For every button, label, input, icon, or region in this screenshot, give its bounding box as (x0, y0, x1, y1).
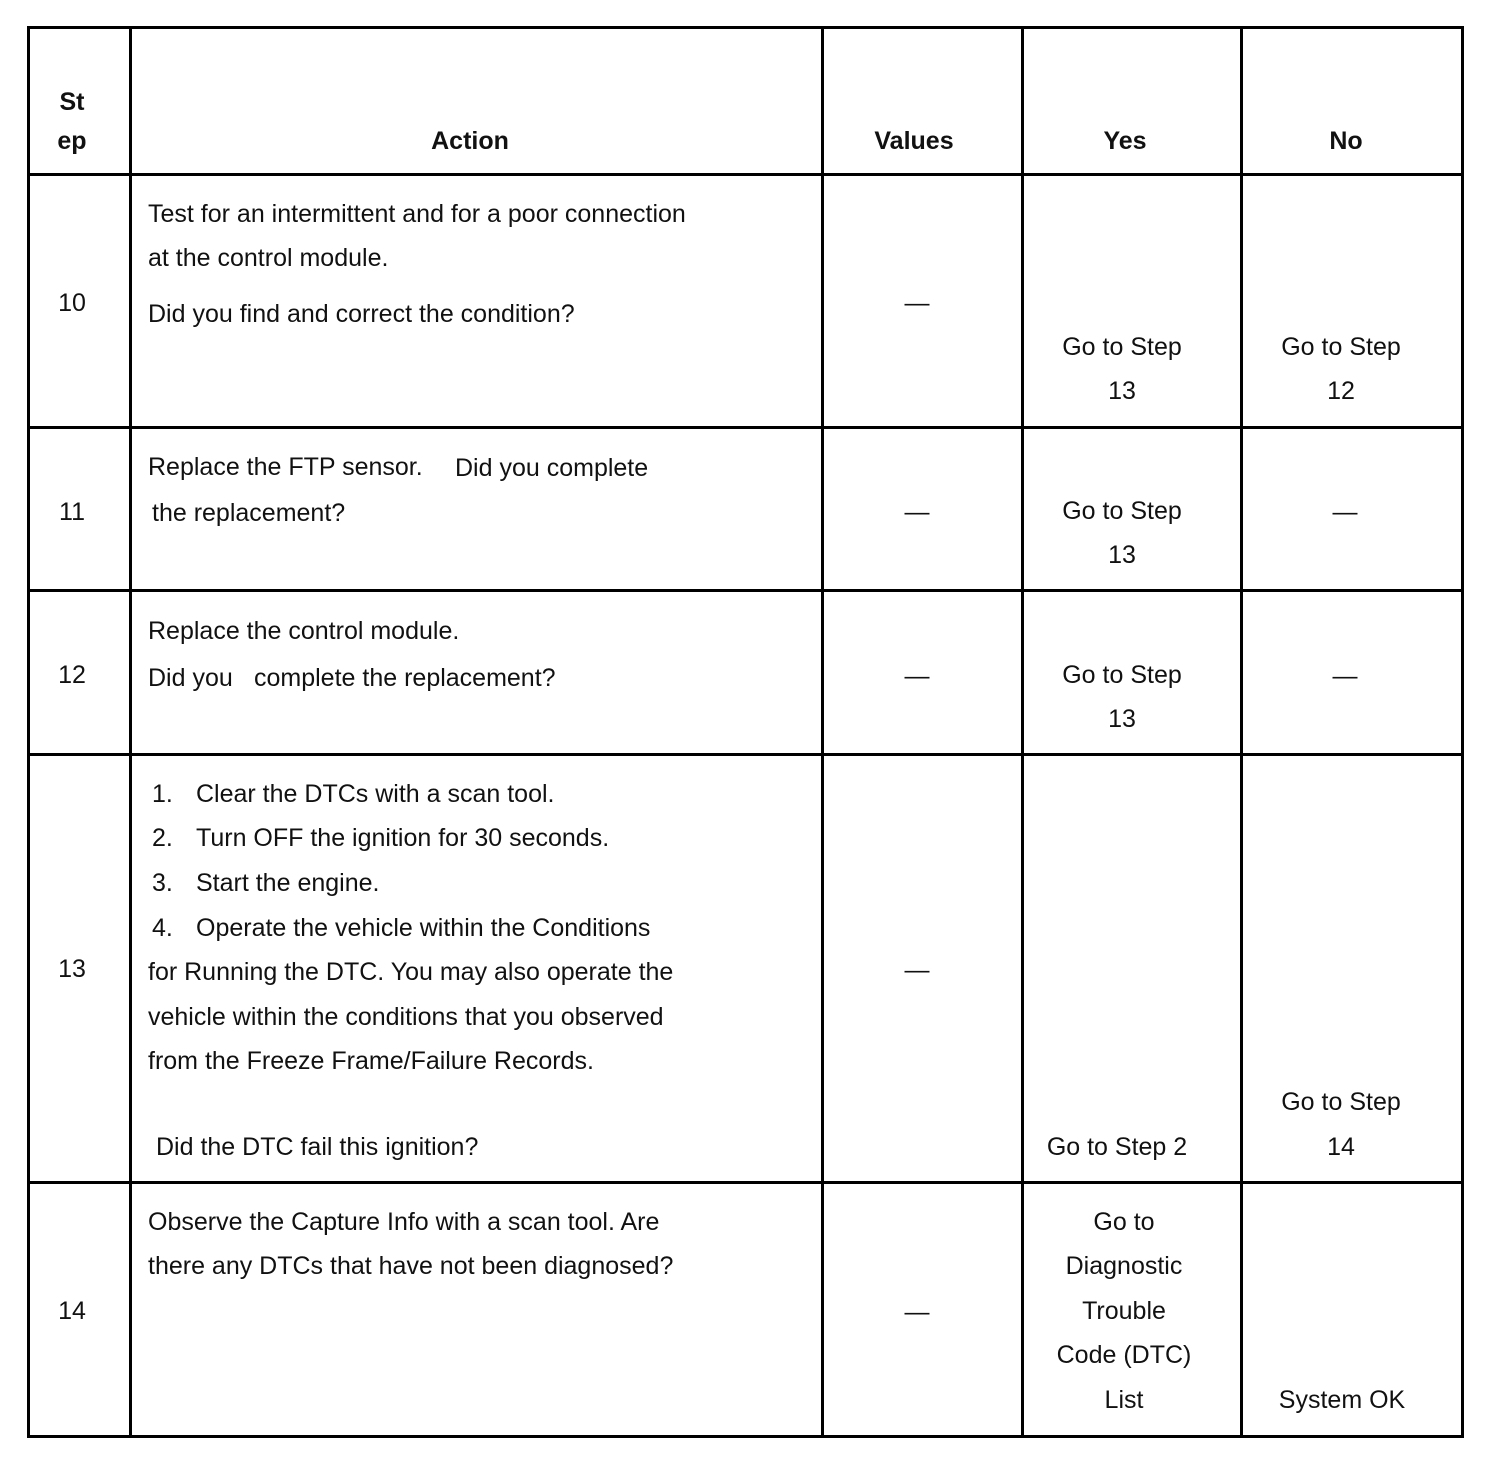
values-cell: — (904, 498, 930, 526)
yes-cell: 13 (1108, 705, 1136, 733)
action-text: there any DTCs that have not been diagnosed? (148, 1252, 674, 1280)
row-divider (27, 426, 1464, 429)
no-cell: Go to Step (1281, 1088, 1401, 1116)
action-text: Replace the FTP sensor. (148, 453, 423, 481)
values-cell: — (904, 956, 930, 984)
action-text: at the control module. (148, 244, 389, 272)
list-item-number: 3. (152, 869, 173, 897)
action-text: for Running the DTC. You may also operate the (148, 958, 674, 986)
column-divider (1240, 26, 1243, 1438)
values-cell: — (904, 662, 930, 690)
header-yes: Yes (1103, 127, 1147, 155)
step-number: 14 (58, 1297, 86, 1325)
column-divider (821, 26, 824, 1438)
yes-cell: Code (DTC) (1056, 1341, 1192, 1369)
yes-cell: Go to Step (1062, 333, 1182, 361)
step-number: 12 (58, 661, 86, 689)
yes-cell: Diagnostic (1065, 1252, 1183, 1280)
row-divider (27, 753, 1464, 756)
header-step: St (59, 88, 85, 116)
action-text: the replacement? (152, 499, 346, 527)
column-divider (129, 26, 132, 1438)
yes-cell: List (1104, 1386, 1144, 1414)
no-cell: Go to Step (1281, 333, 1401, 361)
list-item: Turn OFF the ignition for 30 seconds. (196, 824, 610, 852)
action-text: Observe the Capture Info with a scan tool. Are (148, 1208, 660, 1236)
no-cell: 12 (1327, 377, 1355, 405)
values-cell: — (904, 1298, 930, 1326)
action-text: Did you (148, 664, 233, 692)
action-text: Did you complete (455, 454, 649, 482)
row-divider (27, 1181, 1464, 1184)
step-number: 11 (59, 498, 85, 526)
row-divider (27, 589, 1464, 592)
no-cell: 14 (1327, 1133, 1355, 1161)
header-no: No (1329, 127, 1363, 155)
list-item: Operate the vehicle within the Conditions (196, 914, 651, 942)
step-number: 13 (58, 955, 86, 983)
list-item-number: 4. (152, 914, 173, 942)
values-cell: — (904, 289, 930, 317)
column-divider (1021, 26, 1024, 1438)
header-action: Action (431, 127, 509, 155)
yes-cell: 13 (1108, 377, 1136, 405)
yes-cell: Go to Step (1062, 661, 1182, 689)
action-text: vehicle within the conditions that you observed (148, 1003, 664, 1031)
step-number: 10 (58, 289, 86, 317)
action-text: Did you find and correct the condition? (148, 300, 575, 328)
list-item-number: 2. (152, 824, 173, 852)
no-cell: — (1332, 498, 1358, 526)
list-item: Start the engine. (196, 869, 380, 897)
action-text: Replace the control module. (148, 617, 460, 645)
header-values: Values (874, 127, 954, 155)
action-text: from the Freeze Frame/Failure Records. (148, 1047, 594, 1075)
yes-cell: Go to Step 2 (1046, 1133, 1188, 1161)
no-cell: — (1332, 662, 1358, 690)
action-text: complete the replacement? (254, 664, 556, 692)
action-text: Did the DTC fail this ignition? (156, 1133, 479, 1161)
list-item-number: 1. (152, 780, 173, 808)
list-item: Clear the DTCs with a scan tool. (196, 780, 555, 808)
row-divider (27, 173, 1464, 176)
no-cell: System OK (1278, 1386, 1406, 1414)
action-text: Test for an intermittent and for a poor connection (148, 200, 686, 228)
header-step: ep (57, 127, 87, 155)
yes-cell: Go to Step (1062, 497, 1182, 525)
yes-cell: Go to (1093, 1208, 1155, 1236)
yes-cell: 13 (1108, 541, 1136, 569)
yes-cell: Trouble (1082, 1297, 1166, 1325)
